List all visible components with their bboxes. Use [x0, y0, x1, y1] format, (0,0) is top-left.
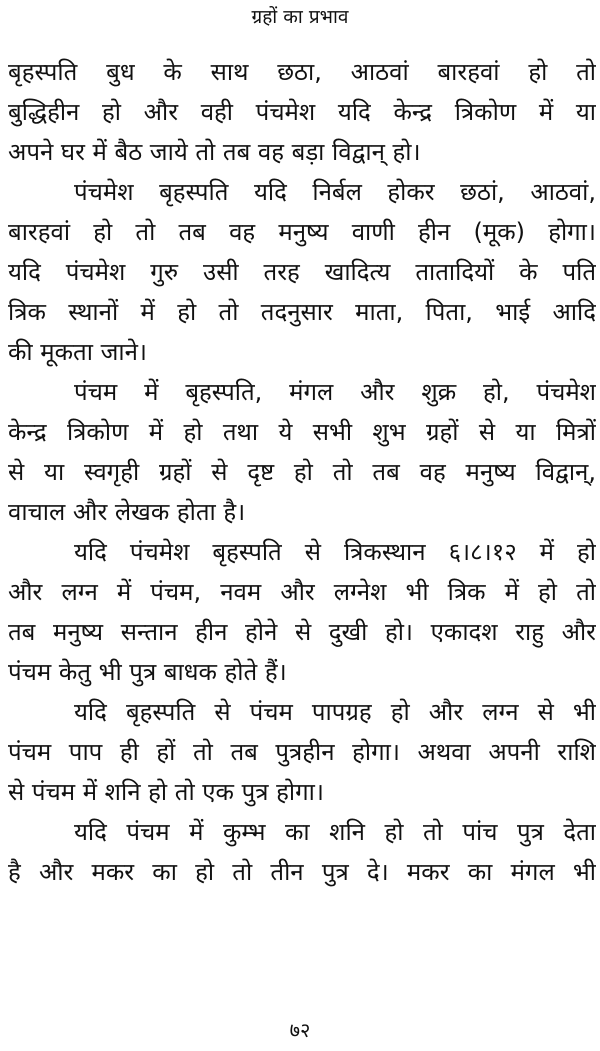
text-line: बुद्धिहीन हो और वही पंचमेश यदि केन्द्र त्रिकोण में या: [8, 98, 596, 126]
text-line: त्रिक स्थानों में हो तो तदनुसार माता, पिता, भाई आदि: [8, 298, 596, 326]
text-line: केन्द्र त्रिकोण में हो तथा ये सभी शुभ ग्रहों से या मित्रों: [8, 418, 596, 446]
text-line: वाचाल और लेखक होता है।: [8, 498, 246, 526]
text-line: की मूकता जाने।: [8, 338, 148, 366]
page-number: ७२: [289, 1018, 311, 1042]
text-line: तब मनुष्य सन्तान हीन होने से दुखी हो। एकादश राहु और: [8, 618, 596, 646]
running-header: ग्रहों का प्रभाव: [251, 6, 349, 28]
paragraph-first-line: पंचमेश बृहस्पति यदि निर्बल होकर छठां, आठवां,: [74, 178, 596, 206]
text-line: यदि पंचमेश गुरु उसी तरह खादित्य तातादियों के पति: [8, 258, 596, 286]
text-line: बृहस्पति बुध के साथ छठा, आठवां बारहवां हो तो: [8, 58, 596, 86]
body-text: [8, 52, 596, 892]
text-line: से पंचम में शनि हो तो एक पुत्र होगा।: [8, 778, 324, 806]
paragraph-first-line: यदि बृहस्पति से पंचम पापग्रह हो और लग्न से भी: [74, 698, 596, 726]
text-line: बारहवां हो तो तब वह मनुष्य वाणी हीन (मूक) होगा।: [8, 218, 596, 246]
text-line: से या स्वगृही ग्रहों से दृष्ट हो तो तब वह मनुष्य विद्वान्,: [8, 458, 596, 486]
text-line: अपने घर में बैठ जाये तो तब वह बड़ा विद्वान् हो।: [8, 138, 421, 166]
text-line: पंचम केतु भी पुत्र बाधक होते हैं।: [8, 658, 287, 686]
text-line: पंचम पाप ही हों तो तब पुत्रहीन होगा। अथवा अपनी राशि: [8, 738, 596, 766]
paragraph-first-line: पंचम में बृहस्पति, मंगल और शुक्र हो, पंचमेश: [74, 378, 596, 406]
text-line: और लग्न में पंचम, नवम और लग्नेश भी त्रिक में हो तो: [8, 578, 596, 606]
paragraph-first-line: यदि पंचमेश बृहस्पति से त्रिकस्थान ६।८।१२ में हो: [74, 538, 596, 566]
paragraph-first-line: यदि पंचम में कुम्भ का शनि हो तो पांच पुत्र देता: [74, 818, 596, 846]
text-line: है और मकर का हो तो तीन पुत्र दे। मकर का मंगल भी: [8, 858, 596, 886]
